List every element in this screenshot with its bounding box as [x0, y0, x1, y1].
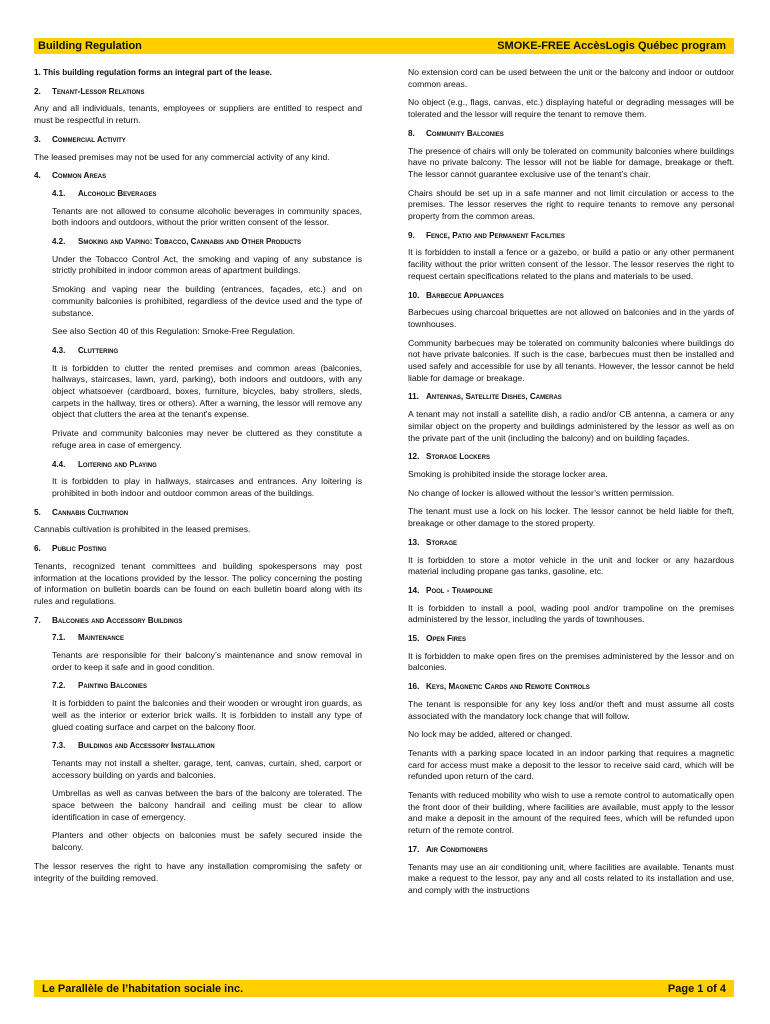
- paragraph: Tenants may use an air conditioning unit, where facilities are available. Tenants must make a request to the lessor, pay any and all costs related to its installation and use, and comply with the instructions: [408, 861, 734, 895]
- subsection-heading: 7.1. Maintenance: [52, 633, 124, 643]
- paragraph: Tenants are not allowed to consume alcoholic beverages in community spaces, both indoors and outdoors, without the prior written consent of the lessor.: [52, 205, 362, 228]
- paragraph: Smoking and vaping near the building (entrances, façades, etc.) and on community balconies is prohibited, regardless of the device used and the type of substance.: [52, 284, 362, 318]
- paragraph: Tenants are responsible for their balcony’s maintenance and snow removal in order to keep it safe and in good condition.: [52, 650, 362, 672]
- page-number: Page 1 of 4: [667, 982, 726, 995]
- section-heading: 11. Antennas, Satellite Dishes, Cameras: [408, 392, 562, 402]
- paragraph: The tenant is responsible for any key loss and/or theft and must assume all costs associated with the mandatory lock change that will follow.: [408, 698, 734, 721]
- header-title: Building Regulation: [38, 40, 142, 52]
- subsection-heading: 7.2. Painting Balconies: [52, 681, 148, 691]
- paragraph: It is forbidden to clutter the rented premises and common areas (balconies, hallways, staircases, lawn, yard, parking), both indoors and outdoors, with any object whatsoever (cardboard, boxes, furniture, bicycles, baby strollers, sleds, carpets in the hallway, tires or others). After a warning, the lessor will remove any object that clutters the area at the tenant's expense.: [52, 362, 362, 420]
- section-heading: 15. Open Fires: [408, 634, 466, 644]
- section-heading: 12. Storage Lockers: [408, 452, 490, 462]
- paragraph: Tenants, recognized tenant committees and building spokespersons may post information at the locations provided by the lessor. The policy concerning the posting of information on bulletin boards can be found on each bulletin board along with its rules and regulations.: [34, 560, 362, 606]
- paragraph: Umbrellas as well as canvas between the bars of the balcony are tolerated. The space between the balcony handrail and ceiling must be clear to allow identification in case of emergency.: [52, 788, 362, 822]
- paragraph: No change of locker is allowed without the lessor’s written permission.: [408, 487, 675, 498]
- paragraph: The leased premises may not be used for any commercial activity of any kind.: [34, 151, 330, 162]
- paragraph: Barbecues using charcoal briquettes are not allowed on balconies and in the yards of townhouses.: [408, 307, 734, 329]
- section-heading: 10. Barbecue Appliances: [408, 290, 504, 300]
- section-heading: 4. Common Areas: [34, 171, 107, 181]
- paragraph: It is forbidden to play in hallways, staircases and entrances. Any loitering is prohibited in both indoor and outdoor common areas of the buildings.: [52, 476, 362, 498]
- paragraph: Tenants with a parking space located in an indoor parking that requires a magnetic card for access must make a deposit to the lessor to receive said card, which will be refunded upon return of the card.: [408, 747, 734, 782]
- section-heading: 17. Air Conditioners: [408, 844, 488, 854]
- left-column: [34, 60, 362, 904]
- paragraph: No lock may be added, altered or changed.: [408, 729, 573, 740]
- subsection-heading: 7.3. Buildings and Accessory Installation: [52, 741, 215, 751]
- paragraph: It is forbidden to make open fires on the premises administered by the lessor and on balconies.: [408, 650, 734, 673]
- section-heading: 8. Community Balconies: [408, 128, 504, 138]
- section-heading: 9. Fence, Patio and Permanent Facilities: [408, 230, 565, 240]
- right-column: [408, 60, 734, 904]
- subsection-heading: 4.3. Cluttering: [52, 345, 119, 355]
- subsection-heading: 4.1. Alcoholic Beverages: [52, 188, 157, 198]
- section-heading: 16. Keys, Magnetic Cards and Remote Controls: [408, 682, 590, 692]
- section-1: 1. This building regulation forms an integral part of the lease.: [34, 68, 272, 77]
- paragraph: Community barbecues may be tolerated on community balconies where buildings do not have private balconies. If such is the case, barbecues must then be installed and used safely and accessible for use by all tenants. However, the lessor cannot be held liable for damage or breakage.: [408, 337, 734, 383]
- paragraph: No extension cord can be used between the unit or the balcony and indoor or outdoor common areas.: [408, 67, 734, 89]
- paragraph: A tenant may not install a satellite dish, a radio and/or CB antenna, a camera or any similar object on the property and buildings administered by the lessor as well as on the private part of the unit (including the balcony) and on building façades.: [408, 409, 734, 443]
- header-program: SMOKE-FREE AccèsLogis Québec program: [497, 40, 726, 52]
- section-heading: 5. Cannabis Cultivation: [34, 507, 129, 517]
- footer-organization: Le Parallèle de l’habitation sociale inc.: [42, 982, 244, 995]
- paragraph: The lessor reserves the right to have any installation compromising the safety or integrity of the building removed.: [34, 860, 362, 883]
- section-heading: 14. Pool - Trampoline: [408, 585, 493, 595]
- paragraph: Tenants with reduced mobility who wish to use a remote control to automatically open the front door of their building, where facilities are available, must apply to the lessor and make a deposit in the amount of the required fees, which will be refunded upon return of the remote control.: [408, 790, 734, 836]
- page-footer: [34, 980, 734, 997]
- section-heading: 6. Public Posting: [34, 544, 107, 554]
- section-heading: 3. Commercial Activity: [34, 134, 126, 144]
- paragraph: It is forbidden to install a fence or a gazebo, or build a patio or any other permanent facility without the prior written consent of the lessor. The lessor reserves the right to request certain specifications related to the plans and materials to be used.: [408, 247, 734, 281]
- subsection-heading: 4.2. Smoking and Vaping: Tobacco, Cannabis and Other Products: [52, 237, 302, 247]
- section-heading: 7. Balconies and Accessory Buildings: [34, 615, 183, 625]
- paragraph: Cannabis cultivation is prohibited in the leased premises.: [34, 524, 251, 535]
- paragraph: Planters and other objects on balconies must be safely secured inside the balcony.: [52, 830, 362, 853]
- page-header: [34, 38, 734, 54]
- subsection-heading: 4.4. Loitering and Playing: [52, 459, 157, 469]
- paragraph: It is forbidden to store a motor vehicle in the unit and locker or any hazardous material including propane gas tanks, gasoline, etc.: [408, 554, 734, 577]
- paragraph: Private and community balconies may never be cluttered as they constitute a refuge area in case of emergency.: [52, 428, 362, 450]
- paragraph: No object (e.g., flags, canvas, etc.) displaying hateful or degrading messages will be tolerated and the lessor will require the tenant to remove them.: [408, 97, 734, 120]
- document-page: [34, 38, 734, 998]
- paragraph: The tenant must use a lock on his locker. The lessor cannot be held liable for theft, breakage or other damage to the stored property.: [408, 506, 734, 529]
- paragraph: It is forbidden to paint the balconies and their wooden or wrought iron guards, as well as the interior or exterior brick walls. It is forbidden to install any type of glued coating surface and carpet on the balcony floor.: [52, 698, 362, 732]
- paragraph: It is forbidden to install a pool, wading pool and/or trampoline on the premises administered by the lessor, including the yards of townhouses.: [408, 602, 734, 625]
- paragraph: Smoking is prohibited inside the storage locker area.: [408, 468, 608, 479]
- paragraph: Tenants may not install a shelter, garage, tent, canvas, curtain, shed, carport or accessory building on yards and balconies.: [52, 757, 362, 780]
- paragraph: The presence of chairs will only be tolerated on community balconies where buildings have no private balcony. The lessor will not be liable for damage, breakage or theft. The lessor cannot guarantee exclusive use of the tenant’s chair.: [408, 145, 734, 179]
- paragraph: See also Section 40 of this Regulation: Smoke-Free Regulation.: [52, 326, 296, 337]
- paragraph: Any and all individuals, tenants, employees or suppliers are entitled to respect and must be respectful in return.: [34, 103, 362, 126]
- paragraph: Under the Tobacco Control Act, the smoking and vaping of any substance is strictly prohibited in indoor common areas of apartment buildings.: [52, 253, 362, 276]
- paragraph: Chairs should be set up in a safe manner and not limit circulation or access to the premises. The lessor reserves the right to require tenants to remove any personal property from the common areas.: [408, 187, 734, 222]
- section-heading: 13. Storage: [408, 537, 458, 547]
- section-heading: 2. Tenant-Lessor Relations: [34, 86, 145, 96]
